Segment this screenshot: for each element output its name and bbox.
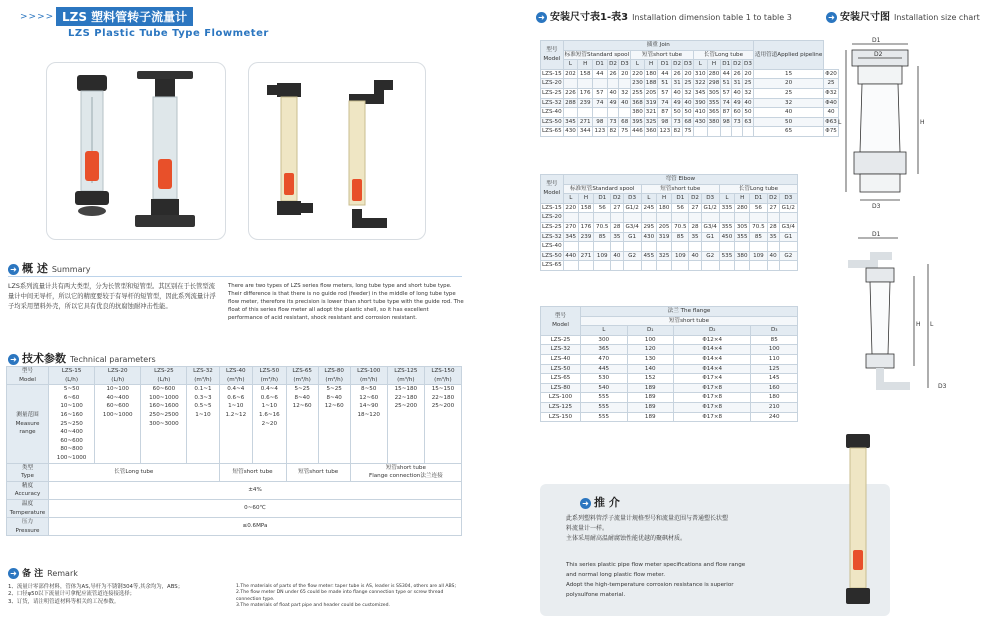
- range-cell: 15~180 22~180 25~200: [387, 385, 424, 463]
- svg-text:D2: D2: [874, 51, 883, 58]
- col-header: D₃: [751, 326, 798, 336]
- model-header: LZS-25 (L/h): [141, 367, 187, 385]
- table-row: LZS-15 202 158 44 26 20 220 180 44 26 20 310 280 44 26 20 15 Φ20: [541, 69, 839, 79]
- range-cell: 0.4~4 0.6~6 1~10 1.6~16 2~20: [253, 385, 287, 463]
- model-header: LZS-32 (m³/h): [187, 367, 219, 385]
- arrow-circle-icon: ➜: [8, 568, 19, 579]
- arrow-circle-icon: ➜: [8, 264, 19, 275]
- range-cell: 0.4~4 0.6~6 1~10 1.2~12: [219, 385, 253, 463]
- col-header: D1: [750, 194, 767, 204]
- summary-text-en: There are two types of LZS series flow meters, long tube type and short tube type. Their difference is that there is no guide rod (feeder) in the middle of long tube type flow meter, therefore its precision is lower than short tube type with the guide rod. The float of this series flow meter all adopt the plastic shell, so it has excellent performance of acid resistant, shock resistant and corrosion resistant.: [228, 283, 464, 321]
- col-header: D3: [619, 60, 631, 70]
- intro-heading: ➜ 推 介: [580, 494, 620, 510]
- remark-heading: ➜ 备 注 Remark: [8, 566, 78, 579]
- table-row: LZS-32 345 239 85 35 G1 430 319 85 35 G1 450 355 85 35 G1: [541, 232, 798, 242]
- col-header: H: [735, 194, 750, 204]
- product-photo-short-tube: [838, 430, 878, 616]
- col-header: L: [563, 60, 578, 70]
- col-header: D3: [623, 194, 641, 204]
- col-header: D3: [701, 194, 719, 204]
- col-header: L: [719, 194, 734, 204]
- svg-text:L: L: [930, 321, 934, 328]
- install-heading: ➜ 安装尺寸表1-表3 Installation dimension table 1 to table 3: [536, 8, 792, 23]
- col-header: D3: [743, 60, 754, 70]
- range-cell: 15~150 22~180 25~200: [424, 385, 461, 463]
- table-row: LZS-65 530 152 Φ17×4 145: [541, 374, 798, 384]
- intro-text-en: This series plastic pipe flow meter specifications and flow range and normal long plastic flow meter. Adopt the high-temperature corrosion resistance is superior polysulfone material.: [566, 562, 746, 598]
- col-header: D2: [767, 194, 779, 204]
- range-cell: 8~50 12~60 14~90 18~120: [350, 385, 387, 463]
- range-cell: 5~50 6~60 10~100 16~160 25~250 40~400 60~600 80~800 100~1000: [49, 385, 95, 463]
- table-row: LZS-25 300 100 Φ12×4 85: [541, 335, 798, 345]
- remark-cn: 1、流量计零部件材料，管体为AS,导杆为不锈钢304等,其余均为，ABS； 2、口径φ50以下流量计可拿配应流管道连接接选择； 3、订货，请注明管道材料等相关的工况参数。: [8, 584, 184, 605]
- svg-text:H: H: [916, 321, 921, 328]
- install-table-flange: 型号 Model 法兰 The flange 短管short tube L D₁ D₂ D₃ LZS-25 300 100 Φ12×4 85 LZS-32 365 120 Φ14×4 100 LZS-40 470 130 Φ14×4 110 LZS-50 445 140 Φ14×4 125 LZS-65 530 152 Φ17×4 145 LZS-80 540 189 Φ17×8 160 LZS-100 555 189 Φ17×8 180 LZS-125 555 189 Φ17×8 210 LZS-150 555 189 Φ17×8 240: [540, 306, 798, 422]
- col-header: D1: [721, 60, 732, 70]
- col-header: H: [644, 60, 658, 70]
- model-header: LZS-100 (m³/h): [350, 367, 387, 385]
- col-header: L: [563, 194, 578, 204]
- col-header: D2: [611, 194, 623, 204]
- col-header: L: [693, 60, 707, 70]
- summary-text-cn: LZS系列流量计共有两大类型，分为长管型和短管型。其区别在于长管型流量计中间无导杆，所以它的精度要较于有导杆的短管型，因此系列流量计浮子均采用塑料外壳，所以它具有优良的抗腐蚀耐冲击性能。: [8, 283, 216, 310]
- page-subtitle: LZS Plastic Tube Type Flowmeter: [68, 28, 269, 39]
- model-header: LZS-150 (m³/h): [424, 367, 461, 385]
- col-header: D3: [779, 194, 797, 204]
- range-cell: 0.1~1 0.3~3 0.5~5 1~10: [187, 385, 219, 463]
- arrow-circle-icon: ➜: [826, 12, 837, 23]
- col-header: H: [578, 194, 593, 204]
- col-header: D2: [607, 60, 619, 70]
- model-label: 型号 Model: [7, 367, 49, 385]
- range-cell: 5~25 8~40 12~60: [286, 385, 318, 463]
- col-header: D1: [672, 194, 689, 204]
- tech-params-table: 型号 Model LZS-15 (L/h) LZS-20 (L/h) LZS-25 (L/h) LZS-32 (m³/h) LZS-40 (m³/h) LZS-50 (m³/h) LZS-65 (m³/h) LZS-80 (m³/h) LZS-100 (m³/h) LZS-125 (m³/h) LZS-150 (m³/h) 测量范围 Measure range 5~50 6~60 10~100 16~160 25~250 40~400 60~600 80~800 100~1000 10~100 40~400 60~600 100~1000 60~600 100~1000 160~1600 250~2500 300~3000 0.1~1 0.3~3 0.5~5 1~10 0.4~4 0.6~6 1~10 1.2~12 0.4~4 0.6~6 1~10 1.6~16 2~20 5~25 8~40 12~60 5~25 8~40 12~60 8~50 12~60 14~90 18~120 15~180 22~180 25~200 15~150 22~180 25~200 类型 Type 长管Long tube 短管short tube 短管short tube 短管short tube Flange connection法兰连接 精度 Accuracy ±4% 温度 Temperature 0~60℃ 压力 Pressure ≤0.6MPa: [6, 366, 462, 536]
- col-header: D3: [683, 60, 694, 70]
- table-row: LZS-32 365 120 Φ14×4 100: [541, 345, 798, 355]
- table-row: LZS-40 470 130 Φ14×4 110: [541, 354, 798, 364]
- col-header: D₁: [627, 326, 674, 336]
- table-row: LZS-20: [541, 213, 798, 223]
- col-header: D2: [672, 60, 683, 70]
- col-header: D2: [689, 194, 701, 204]
- col-header: H: [707, 60, 721, 70]
- header-arrows: >>>>: [20, 12, 55, 22]
- col-header: H: [656, 194, 671, 204]
- table-row: LZS-32 288 239 74 49 40 368 319 74 49 40 390 355 74 49 40 32 Φ40: [541, 98, 839, 108]
- svg-text:D3: D3: [938, 383, 947, 390]
- product-photo-elbow-type: [248, 62, 426, 240]
- table-row: LZS-25 226 176 57 40 32 255 205 57 40 32 345 305 57 40 32 25 Φ32: [541, 88, 839, 98]
- col-header: L: [641, 194, 656, 204]
- install-table-join: 型号 Model 插重 Join 适用管道Applied pipeline 标准短管Standard spool 短管short tube 长管Long tube L H D1 D2 D3 L H D1 D2 D3 L H D1 D2 D3 LZS-15 202 158 44 26 20 220 180 44 26 20 310 280 44 26 20 15 Φ20 LZS-20 230 188 51 31 25 322 298 51 31 25 20 25 LZS-25 226 176 57 40 32 255 205 57 40 32 345 305 57 40 32 25 Φ32 LZS-32 288 239 74 49 40 368 319 74 49 40 390 355 74 49 40 32 Φ40 LZS-40 380 321 87 50 50 410 365 87 60 50 40 40 LZS-50 345 271 98 73 68 395 325 98 73 68 430 380 98 73 63 50 Φ63 LZS-65 430 344 123 82 75 446 360 123 82 75 65 Φ75: [540, 40, 839, 137]
- intro-text-cn: 此系列塑料管浮子流量计规格型号和流量范围与普通塑长状塑 料流量计一样。 主体采用耐高温耐腐蚀性能优越的聚砜材质。: [566, 515, 729, 542]
- table-row: LZS-40 380 321 87 50 50 410 365 87 60 50 40 40: [541, 108, 839, 118]
- remark-en: 1.The materials of parts of the flow meter: taper tube is AS, leader is SS304, others are all ABS; 2.The flow meter DN under 65 could be made into flange connection type or screw thread connection type. 3.The materials of float part pipe and header could be customized.: [236, 584, 457, 609]
- model-header: LZS-40 (m³/h): [219, 367, 253, 385]
- tech-heading: ➜ 技术参数 Technical parameters: [8, 350, 156, 366]
- model-header: LZS-125 (m³/h): [387, 367, 424, 385]
- table-row: LZS-65: [541, 261, 798, 271]
- install-table-elbow: 型号 Model 弯管 Elbow 标准短管Standard spool 短管short tube 长管Long tube L H D1 D2 D3 L H D1 D2 D3 L H D1 D2 D3 LZS-15 220 158 56 27 G1/2 245 180 56 27 G1/2 335 280 56 27 G1/2 LZS-20 LZS-25 270 176 70.5 28 G3/4 295 205 70.5 28 G3/4 355 305 70.5 28 G3/4 LZS-32 345 239 85 35 G1 430 319 85 35 G1 450 355 85 35 G1 LZS-40 LZS-50 440 271 109 40 G2 455 325 109 40 G2 535 380 109 40 G2 LZS-65: [540, 174, 798, 271]
- col-header: D1: [593, 60, 608, 70]
- col-header: H: [578, 60, 593, 70]
- table-row: LZS-15 220 158 56 27 G1/2 245 180 56 27 G1/2 335 280 56 27 G1/2: [541, 203, 798, 213]
- table-row: LZS-125 555 189 Φ17×8 210: [541, 402, 798, 412]
- product-photo-long-tube: [46, 62, 226, 240]
- svg-text:D1: D1: [872, 37, 881, 44]
- svg-text:L: L: [838, 119, 842, 126]
- table-row: LZS-100 555 189 Φ17×8 180: [541, 393, 798, 403]
- col-header: D1: [658, 60, 672, 70]
- table-row: LZS-65 430 344 123 82 75 446 360 123 82 75 65 Φ75: [541, 127, 839, 137]
- page-title: LZS 塑料管转子流量计: [56, 7, 193, 26]
- table-row: LZS-150 555 189 Φ17×8 240: [541, 412, 798, 422]
- table-row: LZS-40: [541, 242, 798, 252]
- svg-text:H: H: [920, 119, 925, 126]
- model-header: LZS-65 (m³/h): [286, 367, 318, 385]
- table-row: LZS-80 540 189 Φ17×8 160: [541, 383, 798, 393]
- arrow-circle-icon: ➜: [8, 354, 19, 365]
- arrow-circle-icon: ➜: [536, 12, 547, 23]
- table-row: LZS-50 440 271 109 40 G2 455 325 109 40 G2 535 380 109 40 G2: [541, 251, 798, 261]
- installation-size-chart: [818, 36, 996, 440]
- table-row: LZS-50 345 271 98 73 68 395 325 98 73 68 430 380 98 73 63 50 Φ63: [541, 117, 839, 127]
- range-cell: 10~100 40~400 60~600 100~1000: [95, 385, 141, 463]
- model-header: LZS-20 (L/h): [95, 367, 141, 385]
- col-header: L: [581, 326, 628, 336]
- svg-text:D1: D1: [872, 231, 881, 238]
- col-header: D1: [594, 194, 611, 204]
- summary-heading: ➜ 概 述 Summary: [8, 260, 91, 276]
- model-header: LZS-80 (m³/h): [318, 367, 350, 385]
- model-header: LZS-15 (L/h): [49, 367, 95, 385]
- type-flange: 短管short tube Flange connection法兰连接: [350, 463, 461, 481]
- range-cell: 5~25 8~40 12~60: [318, 385, 350, 463]
- t1-model-label: 型号 Model: [541, 41, 564, 70]
- range-label: 测量范围 Measure range: [7, 385, 49, 463]
- table-row: LZS-50 445 140 Φ14×4 125: [541, 364, 798, 374]
- svg-text:D3: D3: [872, 203, 881, 210]
- chart-heading: ➜ 安装尺寸图 Installation size chart: [826, 8, 980, 23]
- col-header: L: [631, 60, 645, 70]
- col-header: D2: [732, 60, 743, 70]
- range-cell: 60~600 100~1000 160~1600 250~2500 300~3000: [141, 385, 187, 463]
- col-header: D₂: [674, 326, 751, 336]
- table-row: LZS-20 230 188 51 31 25 322 298 51 31 25 20 25: [541, 79, 839, 89]
- arrow-circle-icon: ➜: [580, 498, 591, 509]
- model-header: LZS-50 (m³/h): [253, 367, 287, 385]
- table-row: LZS-25 270 176 70.5 28 G3/4 295 205 70.5 28 G3/4 355 305 70.5 28 G3/4: [541, 222, 798, 232]
